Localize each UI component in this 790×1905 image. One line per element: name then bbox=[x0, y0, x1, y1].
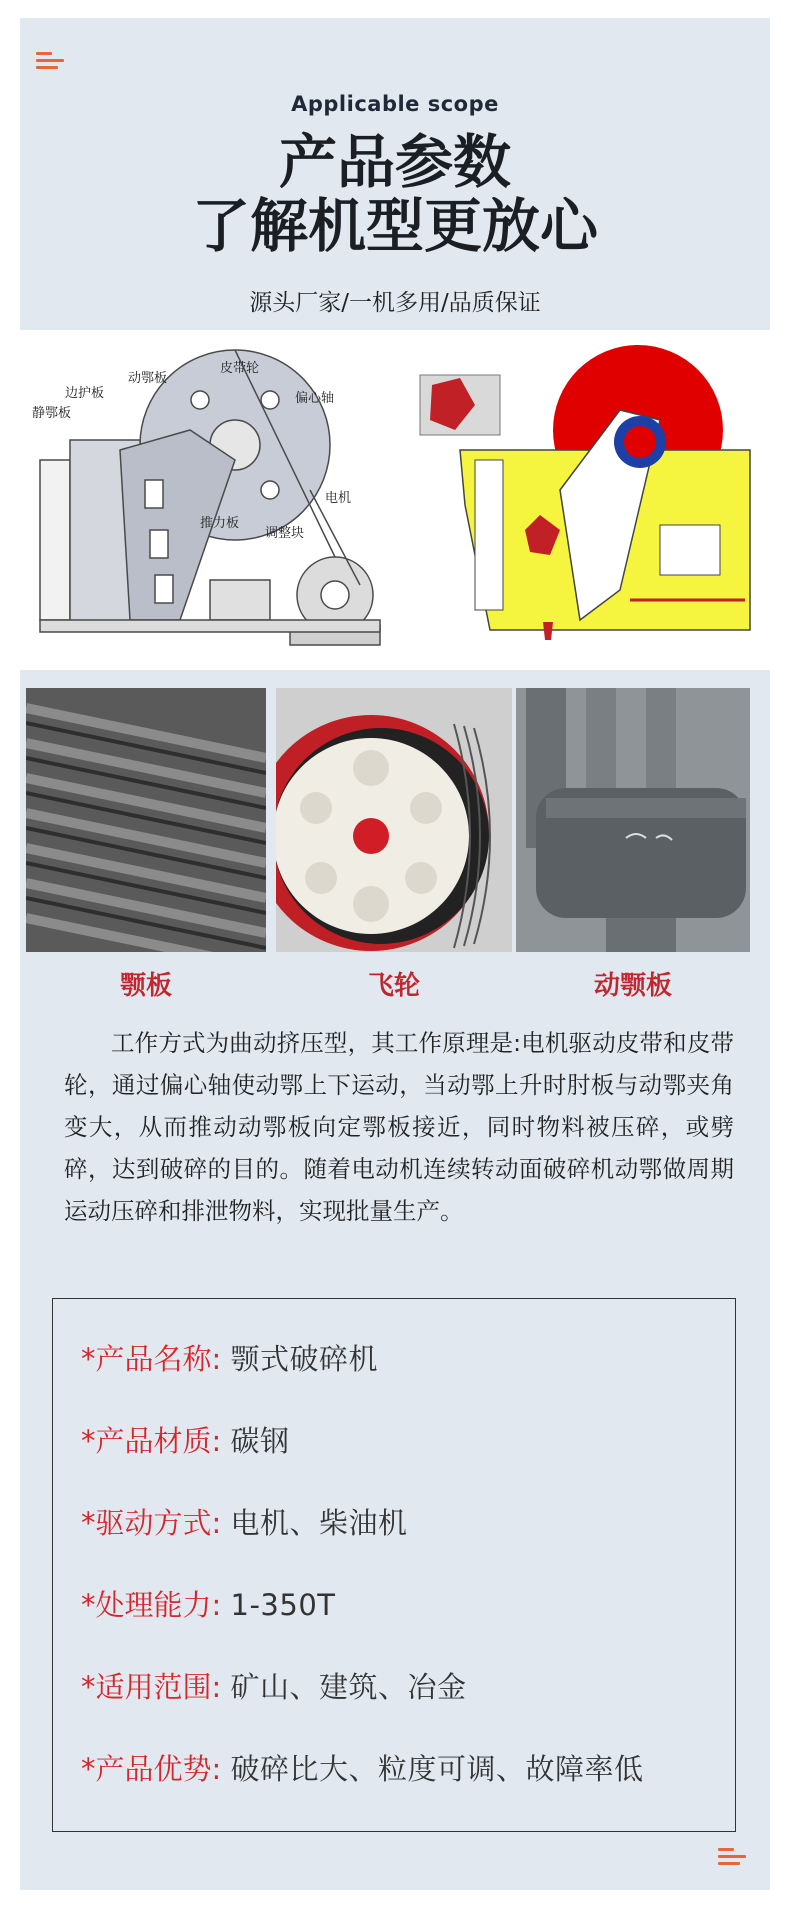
crusher-structure-drawing bbox=[20, 330, 770, 670]
spec-value: 颚式破碎机 bbox=[230, 1342, 379, 1376]
spec-label: *适用范围: bbox=[81, 1670, 222, 1704]
spec-value: 1-350T bbox=[230, 1588, 336, 1622]
label-jing-e-ban: 静鄂板 bbox=[32, 406, 72, 421]
caption-jaw-plate: 颚板 bbox=[119, 971, 172, 1001]
structure-diagram bbox=[20, 330, 770, 670]
spec-value: 电机、柴油机 bbox=[230, 1506, 408, 1540]
page-title-line2: 了解机型更放心 bbox=[191, 192, 598, 260]
spec-label: *处理能力: bbox=[81, 1588, 222, 1622]
spec-row-name bbox=[81, 1337, 378, 1378]
scope-subtitle: Applicable scope bbox=[291, 92, 499, 116]
spec-label: *驱动方式: bbox=[81, 1506, 222, 1540]
jaw-plate-photo bbox=[26, 688, 266, 952]
flywheel-photo bbox=[276, 688, 512, 952]
spec-value: 碳钢 bbox=[230, 1424, 290, 1458]
right-diagram bbox=[420, 345, 750, 640]
spec-value: 破碎比大、粒度可调、故障率低 bbox=[230, 1752, 644, 1786]
caption-moving-jaw-plate: 动颚板 bbox=[593, 971, 672, 1001]
label-pi-dai-lun: 皮带轮 bbox=[220, 361, 260, 376]
spec-row-capacity bbox=[81, 1583, 335, 1624]
spec-row-material bbox=[81, 1419, 290, 1460]
spec-row-drive bbox=[81, 1501, 408, 1542]
page-title-line1: 产品参数 bbox=[278, 128, 511, 196]
label-bian-hu-ban: 边护板 bbox=[65, 386, 105, 401]
label-tui-li-ban: 推力板 bbox=[200, 516, 240, 531]
spec-value: 矿山、建筑、冶金 bbox=[230, 1670, 467, 1704]
spec-label: *产品材质: bbox=[81, 1424, 222, 1458]
caption-flywheel: 飞轮 bbox=[367, 971, 420, 1001]
label-pian-xin-zhou: 偏心轴 bbox=[295, 391, 335, 406]
tagline: 源头厂家/一机多用/品质保证 bbox=[249, 290, 541, 316]
label-tiao-zheng-kuai: 调整块 bbox=[265, 526, 305, 541]
spec-label: *产品优势: bbox=[81, 1752, 222, 1786]
spec-row-advantage bbox=[81, 1747, 644, 1788]
spec-row-application bbox=[81, 1665, 467, 1706]
label-dian-ji: 电机 bbox=[325, 491, 352, 506]
spec-label: *产品名称: bbox=[81, 1342, 222, 1376]
spec-table bbox=[52, 1298, 736, 1832]
menu-icon-bottom[interactable] bbox=[718, 1848, 746, 1868]
menu-icon[interactable] bbox=[36, 52, 64, 72]
working-principle-text: 工作方式为曲动挤压型，其工作原理是:电机驱动皮带和皮带轮，通过偏心轴使动鄂上下运动，当动鄂上升时肘板与动鄂夹角变大，从而推动动鄂板向定鄂板接近，同时物料被压碎，或劈碎，达到破碎的目的。随着电动机连续转动面破碎机动鄂做周期运动压碎和排泄物料，实现批量生产。 bbox=[64, 1029, 734, 1225]
moving-jaw-plate-photo bbox=[516, 688, 750, 952]
label-dong-e-ban: 动鄂板 bbox=[128, 371, 168, 386]
